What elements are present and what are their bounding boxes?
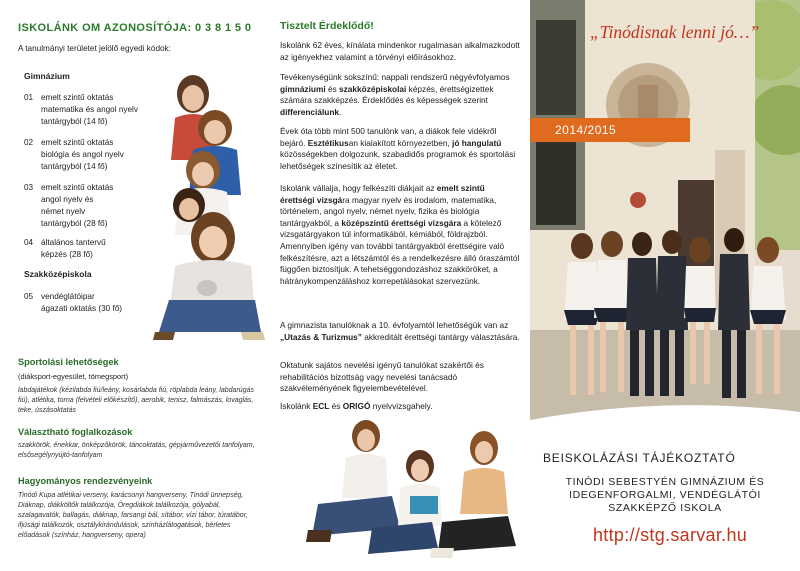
- students-reading-photo: [272, 418, 522, 568]
- school-motto: „Tinódisnak lenni jó…”: [590, 22, 760, 42]
- codes-subtitle: A tanulmányi területet jelölő egyedi kódok:: [18, 44, 171, 53]
- program-line: matematika és angol nyelv: [41, 105, 138, 114]
- gimnazium-label: Gimnázium: [24, 71, 70, 81]
- left-panel: [0, 0, 266, 571]
- activity-paragraph: Tevékenységünk sokszínű: nappali rendszerű négyévfolyamos gimnáziumi és szakközépiskolai képzés, érettségizettek számára szakképzés. Érdeklődés és képességek szerint differenciálunk.: [280, 72, 510, 117]
- activities-body: szakkörök, énekkar, önképzőkörök, táncoktatás, gépjárművezetői tanfolyam, elsősegélynyújtó-tanfolyam: [18, 442, 255, 459]
- sports-heading: Sportolási lehetőségek: [18, 357, 119, 367]
- activities-heading: Választható foglalkozások: [18, 427, 133, 437]
- students-group-photo: [145, 70, 267, 345]
- tourism-paragraph: A gimnazista tanulóknak a 10. évfolyamtól lehetőségük van az „Utazás & Turizmus” akkreditált érettségi tantárgy választására.: [280, 320, 520, 342]
- program-line: tantárgyból (14 fő): [41, 117, 108, 126]
- program-line: emelt szintű oktatás: [41, 93, 114, 102]
- program-line: angol nyelv és: [41, 195, 94, 204]
- middle-panel: [266, 0, 530, 571]
- om-id-heading: ISKOLÁNK OM AZONOSÍTÓJA: 0 3 8 1 5 0: [18, 22, 252, 34]
- intro-paragraph: Iskolánk 62 éves, kínálata mindenkor rugalmasan alkalmazkodott az igényekhez valamint a törvényi előírásokhoz.: [280, 40, 520, 62]
- special-needs-paragraph: Oktatunk sajátos nevelési igényű tanulókat szakértői és rehabilitációs bizottság vagy nevelési tanácsadó szakvéleményének figyelembevételével.: [280, 360, 484, 394]
- school-website-link[interactable]: http://stg.sarvar.hu: [593, 525, 748, 545]
- program-line: vendéglátóipar: [41, 292, 95, 301]
- program-code: 05: [24, 292, 34, 301]
- program-line: ágazati oktatás (30 fő): [41, 304, 123, 313]
- sports-subheading: (diáksport-egyesület, tömegsport): [18, 372, 129, 381]
- program-code: 01: [24, 93, 34, 102]
- program-code: 02: [24, 138, 34, 147]
- language-exam-paragraph: Iskolánk ECL és ORIGÓ nyelvvizsgahely.: [280, 401, 433, 411]
- right-panel: [530, 0, 800, 571]
- environment-paragraph: Évek óta több mint 500 tanulónk van, a diákok fele vidékről bejáró. Esztétikusan kialakított környezetben, jó hangulatú közösségekben dolgozunk, szabadidős programok és sportolási lehetőségek színesítik az életet.: [280, 126, 516, 171]
- school-name: [530, 476, 800, 515]
- program-line: emelt szintű oktatás: [41, 138, 114, 147]
- program-line: emelt szintű oktatás: [41, 183, 114, 192]
- school-name-line: TINÓDI SEBESTYÉN GIMNÁZIUM ÉS: [565, 476, 765, 488]
- program-line: tantárgyból (14 fő): [41, 162, 108, 171]
- program-line: tantárgyból (28 fő): [41, 219, 108, 228]
- events-body: Tinódi Kupa atlétikai verseny, karácsonyi hangverseny, Tinódi ünnepség, Diáknap, diákköltők találkozója, Öregdiákok találkozója, gólyabál, szalagavatók, ballagás, diáknap, farsangi bál, sítábor, vízi tábor, túratábor, ifjúsági találkozók, osztálykirándulások, színházlátogatások, bérletes előadások (színház, hangverseny, opera): [18, 492, 248, 539]
- greeting-heading: Tisztelt Érdeklődő!: [280, 20, 374, 32]
- school-name-line: IDEGENFORGALMI, VENDÉGLÁTÓI: [569, 489, 761, 501]
- exam-paragraph: Iskolánk vállalja, hogy felkészíti diákjait az emelt szintű érettségi vizsgára magyar nyelv és irodalom, matematika, történelem, angol nyelv, német nyelv, fizika és biológia tantárgyakból, a középszintű érettségi vizsgára a kötelező vizsgatárgyakon túl informatikából, kémiából, földrajzból. Amennyiben igény van további tantárgyakból érettségire való felkészítésre, azt a létszámtól és a rendelkezésre álló óraszámtól függően biztosítjuk. A tehetséggondozáshoz szakköröket, a hátránykompenzáláshoz korrepetálásokat szervezünk.: [280, 183, 520, 286]
- program-line: biológia és angol nyelv: [41, 150, 124, 159]
- program-line: általános tantervű: [41, 238, 106, 247]
- program-line: képzés (28 fő): [41, 250, 93, 259]
- brochure-title: BEISKOLÁZÁSI TÁJÉKOZTATÓ: [543, 451, 736, 465]
- szakkozepiskola-label: Szakközépiskola: [24, 269, 92, 279]
- sports-body: labdajátékok (kézilabda fiú/leány, kosárlabda fiú, röplabda leány, labdarúgás fiú), atlétika, torna (felvételi előkészítő), aerobik, tenisz, falmászás, lovaglás, teke, úszásoktatás: [18, 387, 254, 414]
- school-name-line: SZAKKÉPZŐ ISKOLA: [608, 502, 722, 514]
- school-building-photo: [530, 0, 800, 435]
- school-year: 2014/2015: [555, 123, 617, 137]
- events-heading: Hagyományos rendezvényeink: [18, 476, 153, 486]
- program-line: német nyelv: [41, 207, 86, 216]
- program-code: 04: [24, 238, 34, 247]
- program-code: 03: [24, 183, 34, 192]
